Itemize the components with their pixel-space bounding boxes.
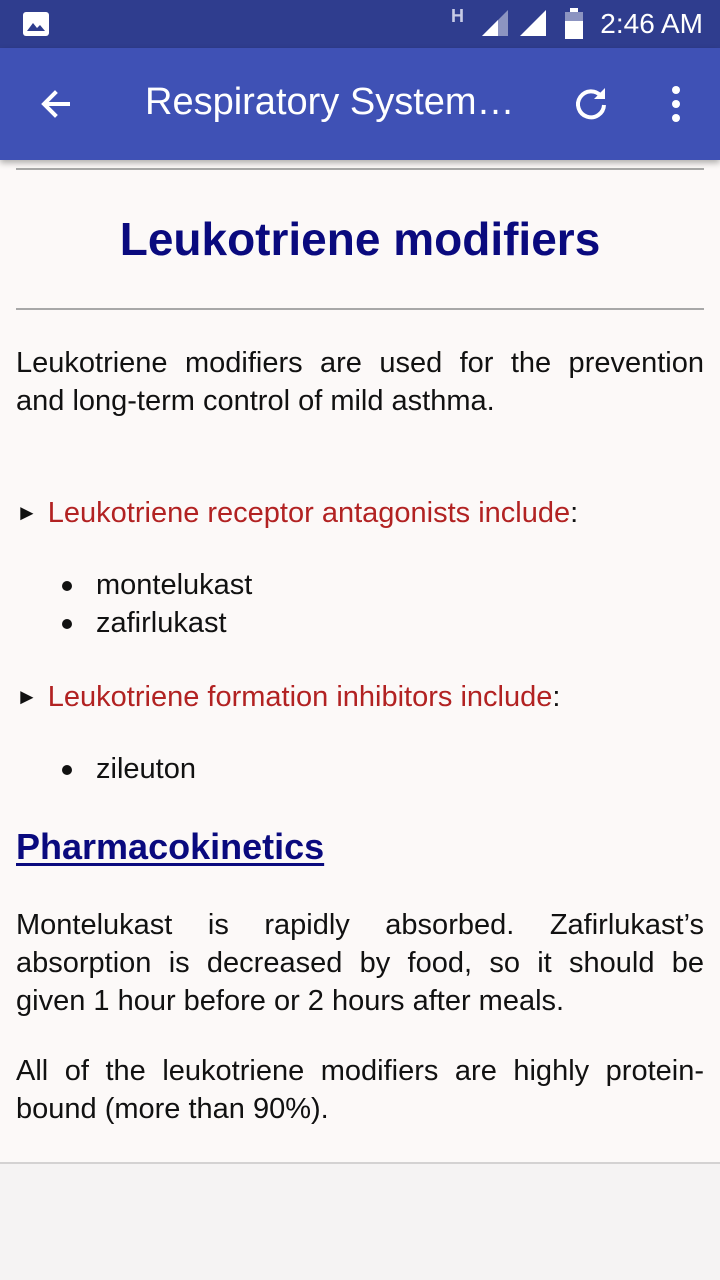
group-2-colon: : — [552, 681, 561, 713]
arrow-marker-icon: ► — [16, 684, 38, 709]
signal-strength-icon — [480, 8, 510, 38]
article-heading: Leukotriene modifiers — [119, 213, 601, 265]
list-item: zileuton — [96, 750, 196, 788]
photo-notification-icon — [22, 11, 50, 37]
signal-strength-icon-2 — [518, 8, 548, 38]
back-button[interactable] — [28, 76, 84, 132]
list-item: zafirlukast — [96, 604, 227, 642]
app-bar — [0, 48, 720, 160]
status-bar — [0, 0, 720, 48]
page-title: Respiratory System… — [145, 81, 515, 123]
group-1-colon: : — [570, 497, 579, 529]
back-arrow-icon — [38, 86, 74, 122]
top-divider — [16, 168, 704, 170]
pk-paragraph-2: All of the leukotriene modifiers are highly protein-bound (more than 90%). — [16, 1055, 704, 1125]
heading-divider — [16, 308, 704, 310]
pk-paragraph-1: Montelukast is rapidly absorbed. Zafirlukast’s absorption is decreased by food, so it should be given 1 hour before or 2 hours after meals. — [16, 909, 704, 1017]
network-type-indicator: H — [451, 6, 464, 26]
refresh-button[interactable] — [563, 76, 619, 132]
group-2-header — [16, 678, 704, 716]
intro-paragraph: Leukotriene modifiers are used for the prevention and long-term control of mild asthma. — [16, 347, 704, 417]
more-vert-icon — [670, 86, 682, 122]
group-2-label: Leukotriene formation inhibitors include — [47, 681, 553, 713]
more-options-button[interactable] — [650, 76, 702, 132]
refresh-icon — [572, 85, 610, 123]
group-1-label: Leukotriene receptor antagonists include — [47, 497, 571, 529]
arrow-marker-icon: ► — [16, 500, 38, 525]
pharmacokinetics-heading[interactable]: Pharmacokinetics — [16, 826, 325, 867]
status-clock: 2:46 AM — [600, 8, 703, 39]
battery-icon — [562, 8, 586, 40]
article-content[interactable] — [0, 160, 720, 1164]
list-item: montelukast — [96, 566, 252, 604]
group-1-header — [16, 494, 704, 532]
